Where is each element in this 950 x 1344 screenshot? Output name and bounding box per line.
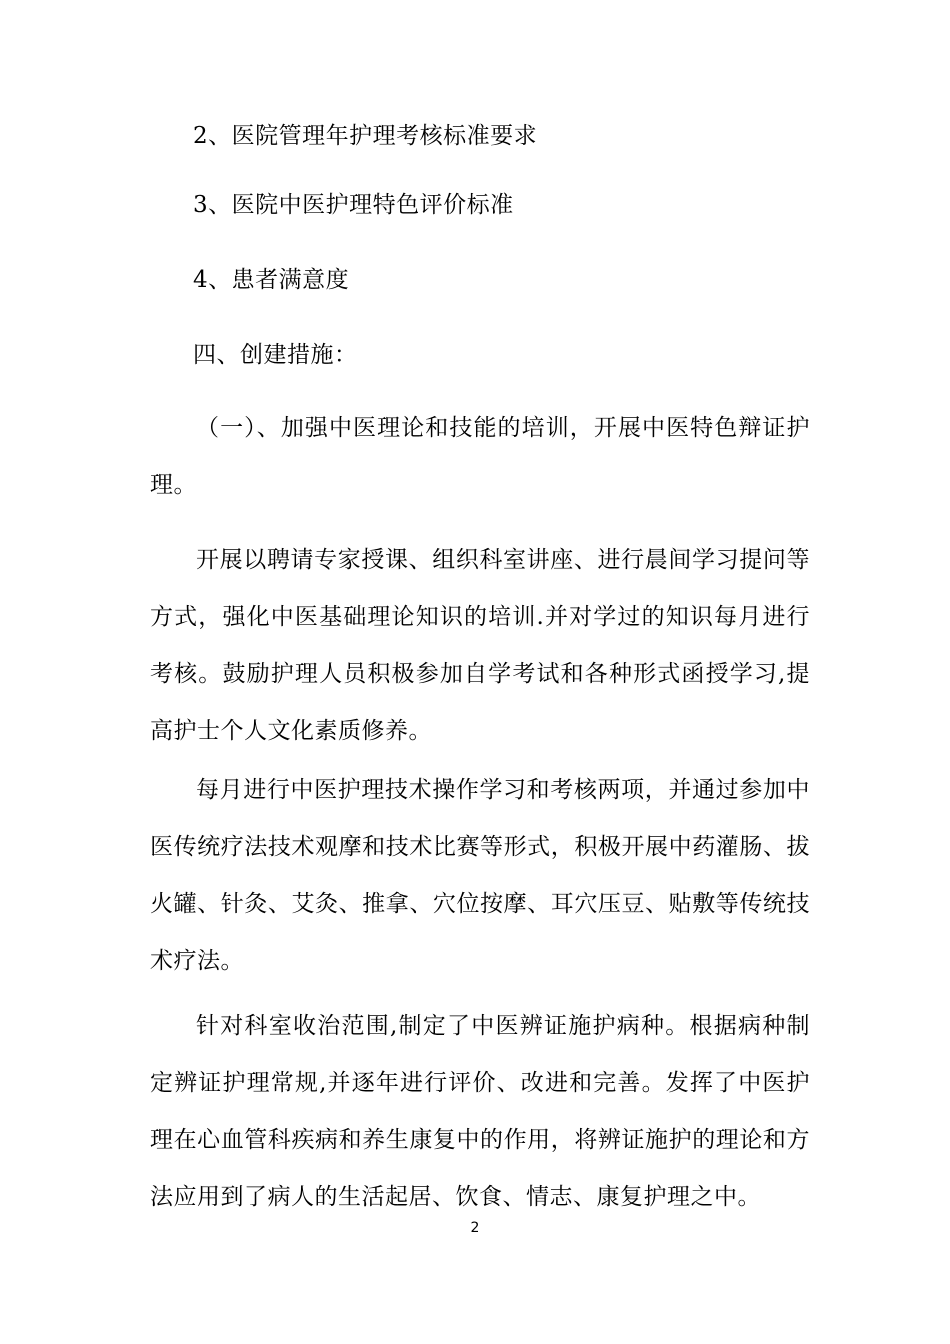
list-item-standard-3: 3、医院中医护理特色评价标准 — [193, 192, 514, 218]
subheading: （一）、加强中医理论和技能的培训，开展中医特色辩证护理。 — [150, 415, 810, 498]
paragraph-dialectical-nursing: 针对科室收治范围,制定了中医辨证施护病种。根据病种制定辨证护理常规,并逐年进行评价、改进和完善。发挥了中医护理在心血管科疾病和养生康复中的作用，将辨证施护的理论和方法应用到了病人的生活起居、饮食、情志、康复护理之中。 — [150, 1013, 810, 1210]
page-number: 2 — [470, 1220, 480, 1236]
paragraph-techniques: 每月进行中医护理技术操作学习和考核两项，并通过参加中医传统疗法技术观摩和技术比赛等形式，积极开展中药灌肠、拔火罐、针灸、艾灸、推拿、穴位按摩、耳穴压豆、贴敷等传统技术疗法。 — [150, 777, 810, 974]
list-item-standard-2: 2、医院管理年护理考核标准要求 — [193, 123, 538, 149]
list-item-standard-4: 4、患者满意度 — [193, 267, 350, 293]
section-heading: 四、创建措施： — [193, 342, 358, 368]
paragraph-training: 开展以聘请专家授课、组织科室讲座、进行晨间学习提问等方式，强化中医基础理论知识的培训.并对学过的知识每月进行考核。鼓励护理人员积极参加自学考试和各种形式函授学习,提高护士个人文化素质修养。 — [150, 547, 810, 744]
